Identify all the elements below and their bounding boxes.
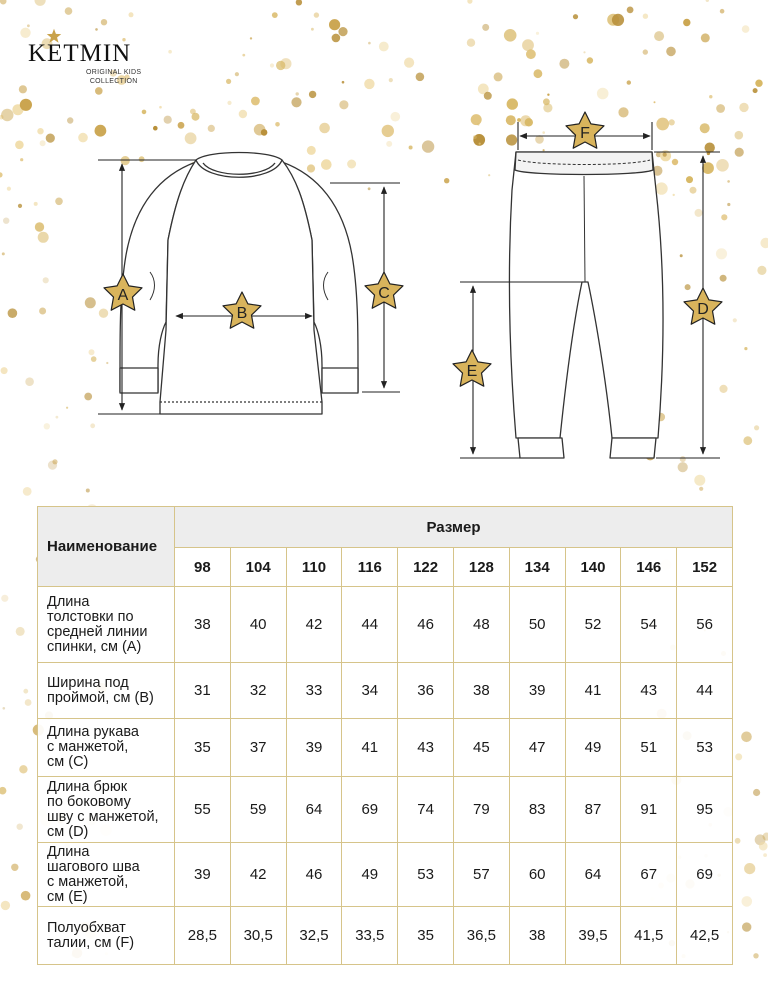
label-d: D <box>697 301 709 318</box>
size-column-header: Размер <box>175 507 733 548</box>
size-header-cell: 152 <box>677 548 733 587</box>
measurement-name-line: спинки, см (A) <box>47 638 142 655</box>
label-f: F <box>580 125 590 142</box>
value-cell: 41,5 <box>621 907 677 965</box>
table-header-row <box>38 507 733 548</box>
value-cell: 64 <box>286 777 342 843</box>
value-cell: 40 <box>230 587 286 663</box>
size-table <box>37 506 733 965</box>
size-header-cell: 116 <box>342 548 398 587</box>
value-cell: 83 <box>509 777 565 843</box>
value-cell: 56 <box>677 587 733 663</box>
name-column-header: Наименование <box>38 507 175 587</box>
value-cell: 51 <box>621 719 677 777</box>
value-cell: 36 <box>398 663 454 719</box>
label-a: A <box>117 287 129 304</box>
label-star-e <box>453 350 491 386</box>
value-cell: 33 <box>286 663 342 719</box>
measurement-name-line: см (D) <box>47 823 89 840</box>
measurement-diagram <box>0 110 768 470</box>
value-cell: 38 <box>175 587 231 663</box>
measurement-name-line: талии, см (F) <box>47 934 135 951</box>
label-c: C <box>378 285 390 302</box>
value-cell: 53 <box>677 719 733 777</box>
value-cell: 44 <box>677 663 733 719</box>
value-cell: 48 <box>453 587 509 663</box>
value-cell: 38 <box>453 663 509 719</box>
table-row <box>38 587 733 663</box>
measurement-name-line: толстовки по <box>47 608 134 625</box>
value-cell: 39 <box>175 843 231 907</box>
size-header-cell: 104 <box>230 548 286 587</box>
value-cell: 41 <box>342 719 398 777</box>
value-cell: 37 <box>230 719 286 777</box>
measurement-name-cell <box>38 777 175 843</box>
brand-tagline-line: ORIGINAL KIDS <box>86 69 142 76</box>
size-header-cell: 134 <box>509 548 565 587</box>
value-cell: 31 <box>175 663 231 719</box>
brand-tagline <box>86 68 141 86</box>
size-header-cell: 146 <box>621 548 677 587</box>
measurement-name-line: с манжетой, <box>47 739 129 755</box>
value-cell: 67 <box>621 843 677 907</box>
value-cell: 91 <box>621 777 677 843</box>
measurement-name-line: проймой, см (B) <box>47 689 154 706</box>
table-row <box>38 843 733 907</box>
value-cell: 53 <box>398 843 454 907</box>
measurement-name-line: см (C) <box>47 754 89 770</box>
value-cell: 42,5 <box>677 907 733 965</box>
value-cell: 46 <box>398 587 454 663</box>
size-header-cell: 98 <box>175 548 231 587</box>
measurement-name-line: по боковому <box>47 793 131 810</box>
measurement-name-line: шву с манжетой, <box>47 808 159 825</box>
value-cell: 35 <box>398 907 454 965</box>
value-cell: 55 <box>175 777 231 843</box>
value-cell: 34 <box>342 663 398 719</box>
value-cell: 33,5 <box>342 907 398 965</box>
value-cell: 47 <box>509 719 565 777</box>
measurement-name-line: Ширина под <box>47 674 129 691</box>
measurement-name-cell <box>38 843 175 907</box>
size-table-body <box>38 507 733 965</box>
measurement-name-line: с манжетой, <box>47 873 129 890</box>
measurement-name-line: см (E) <box>47 888 88 905</box>
size-header-cell: 110 <box>286 548 342 587</box>
measurement-name-line: Длина брюк <box>47 778 128 795</box>
value-cell: 39 <box>286 719 342 777</box>
measurement-name-line: Длина <box>47 593 90 610</box>
measurement-name-line: Полуобхват <box>47 919 126 936</box>
value-cell: 64 <box>565 843 621 907</box>
value-cell: 95 <box>677 777 733 843</box>
value-cell: 87 <box>565 777 621 843</box>
measurement-name-cell <box>38 719 175 777</box>
brand-tagline-line: COLLECTION <box>89 78 138 85</box>
size-header-cell: 140 <box>565 548 621 587</box>
value-cell: 69 <box>342 777 398 843</box>
value-cell: 79 <box>453 777 509 843</box>
value-cell: 43 <box>621 663 677 719</box>
table-row <box>38 777 733 843</box>
value-cell: 42 <box>286 587 342 663</box>
measurement-name-cell <box>38 587 175 663</box>
value-cell: 38 <box>509 907 565 965</box>
measurement-name-cell <box>38 663 175 719</box>
value-cell: 41 <box>565 663 621 719</box>
value-cell: 45 <box>453 719 509 777</box>
size-header-cell: 122 <box>398 548 454 587</box>
value-cell: 52 <box>565 587 621 663</box>
measurement-name-line: шагового шва <box>47 858 140 875</box>
value-cell: 43 <box>398 719 454 777</box>
sweatshirt-drawing <box>117 153 358 415</box>
value-cell: 36,5 <box>453 907 509 965</box>
value-cell: 46 <box>286 843 342 907</box>
value-cell: 39,5 <box>565 907 621 965</box>
table-row <box>38 719 733 777</box>
value-cell: 59 <box>230 777 286 843</box>
label-b: B <box>236 305 248 322</box>
brand-logo <box>24 36 174 96</box>
measurement-name-line: средней линии <box>47 623 148 640</box>
value-cell: 39 <box>509 663 565 719</box>
value-cell: 35 <box>175 719 231 777</box>
measurement-name-line: Длина рукава <box>47 724 139 740</box>
value-cell: 32,5 <box>286 907 342 965</box>
measurement-name-cell <box>38 907 175 965</box>
value-cell: 49 <box>565 719 621 777</box>
value-cell: 69 <box>677 843 733 907</box>
value-cell: 44 <box>342 587 398 663</box>
value-cell: 57 <box>453 843 509 907</box>
value-cell: 74 <box>398 777 454 843</box>
pants-drawing <box>509 152 663 458</box>
value-cell: 30,5 <box>230 907 286 965</box>
brand-name: KETMIN <box>28 40 132 67</box>
value-cell: 49 <box>342 843 398 907</box>
value-cell: 32 <box>230 663 286 719</box>
size-header-cell: 128 <box>453 548 509 587</box>
value-cell: 42 <box>230 843 286 907</box>
label-e: E <box>466 363 478 380</box>
table-row <box>38 907 733 965</box>
measurement-name-line: Длина <box>47 843 90 860</box>
table-row <box>38 663 733 719</box>
value-cell: 54 <box>621 587 677 663</box>
value-cell: 60 <box>509 843 565 907</box>
value-cell: 50 <box>509 587 565 663</box>
value-cell: 28,5 <box>175 907 231 965</box>
label-star-f <box>566 112 604 148</box>
